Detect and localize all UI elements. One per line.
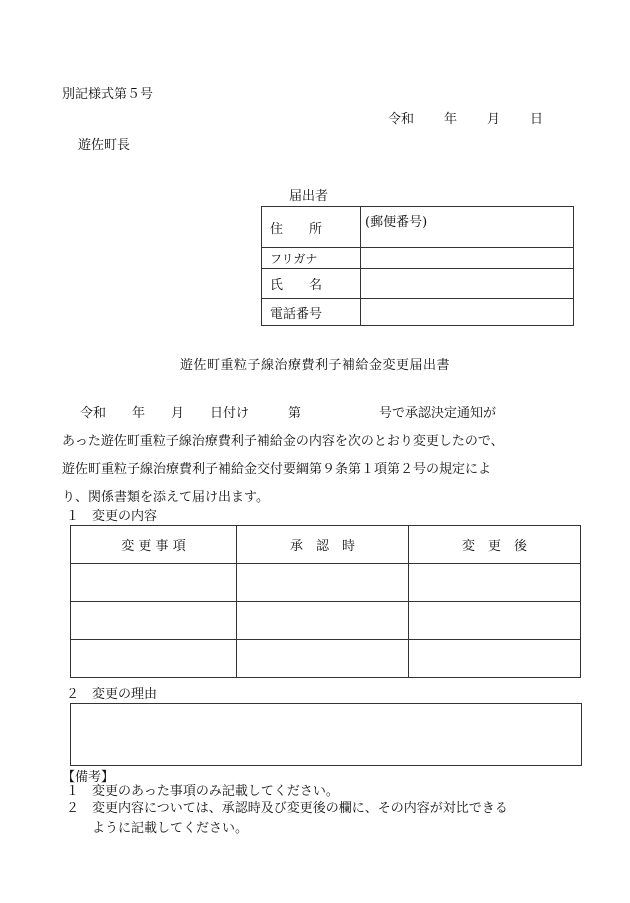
section2-heading: ２ 変更の理由 (66, 687, 158, 702)
body-line: 遊佐町重粒子線治療費利子補給金交付要綱第９条第１項第２号の規定によ (62, 462, 492, 477)
after-change-cell[interactable] (409, 564, 581, 602)
body-line: あった遊佐町重粒子線治療費利子補給金の内容を次のとおり変更したので、 (62, 434, 504, 449)
header-after-change: 変 更 後 (409, 526, 581, 564)
address-label: 住 所 (262, 207, 361, 248)
note-item (66, 783, 586, 800)
approved-cell[interactable] (237, 640, 409, 678)
furigana-label: フリガナ (262, 248, 361, 269)
applicant-table (261, 206, 574, 326)
address-field[interactable] (361, 207, 574, 248)
date-line (388, 108, 543, 127)
postal-code-label: (郵便番号) (365, 215, 428, 230)
name-field[interactable] (361, 269, 574, 299)
furigana-field[interactable] (361, 248, 574, 269)
change-item-cell[interactable] (71, 602, 237, 640)
phone-label: 電話番号 (262, 299, 361, 326)
table-row (71, 564, 581, 602)
approved-cell[interactable] (237, 602, 409, 640)
phone-field[interactable] (361, 299, 574, 326)
table-row (71, 640, 581, 678)
reason-field[interactable] (70, 703, 582, 766)
note-number: １ (66, 784, 80, 799)
date-month: 月 (487, 112, 501, 127)
applicant-label: 届出者 (289, 189, 329, 204)
approved-cell[interactable] (237, 564, 409, 602)
change-item-cell[interactable] (71, 564, 237, 602)
after-change-cell[interactable] (409, 640, 581, 678)
document-title: 遊佐町重粒子線治療費利子補給金変更届出書 (179, 358, 450, 373)
header-approved: 承 認 時 (237, 526, 409, 564)
date-era: 令和 (388, 112, 415, 127)
date-year: 年 (444, 112, 458, 127)
form-number: 別記様式第５号 (62, 87, 154, 102)
table-row (71, 602, 581, 640)
note-text-continued: ように記載してください。 (92, 821, 249, 836)
body-text (62, 400, 582, 512)
body-line: 令和 年 月 日付け 第 号で承認決定通知が (80, 406, 497, 421)
note-text: 変更のあった事項のみ記載してください。 (92, 784, 339, 799)
after-change-cell[interactable] (409, 602, 581, 640)
name-label: 氏 名 (262, 269, 361, 299)
addressee: 遊佐町長 (78, 138, 131, 153)
header-change-item: 変 更 事 項 (71, 526, 237, 564)
date-day: 日 (530, 112, 544, 127)
body-line: り、関係書類を添えて届け出ます。 (62, 490, 269, 505)
changes-table (70, 525, 581, 678)
note-number: ２ (66, 801, 80, 816)
notes-heading: 【備考】 (62, 770, 115, 785)
change-item-cell[interactable] (71, 640, 237, 678)
note-text: 変更内容については、承認時及び変更後の欄に、その内容が対比できる (92, 801, 508, 816)
note-item (66, 800, 586, 817)
section1-heading: １ 変更の内容 (66, 509, 158, 524)
